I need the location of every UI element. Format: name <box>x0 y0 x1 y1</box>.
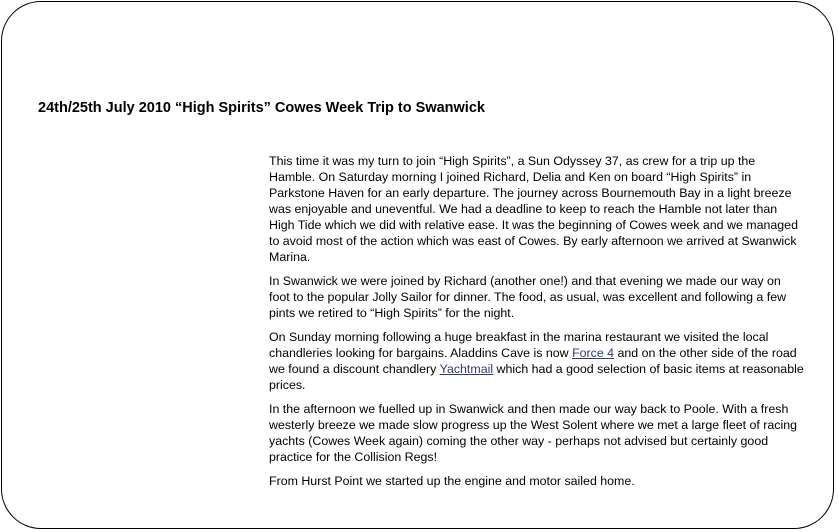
paragraph-4: In the afternoon we fuelled up in Swanwick and then made our way back to Poole. With a fresh westerly breeze we made slow progress up the West Solent where we met a large fleet of racing yachts (Cowes Week again) coming the other way - perhaps not advised but certainly good practice for the Collision Regs! <box>269 402 798 464</box>
article-body <box>269 153 804 497</box>
paragraph-3-text-1: On Sunday morning following a huge breakfast in the marina restaurant we visited the local chandleries looking for bargains. Aladdins Cave is now <box>269 330 769 360</box>
paragraph-5: From Hurst Point we started up the engine and motor sailed home. <box>269 474 635 488</box>
paragraph-3-text-2: and on the other side of the road we found a discount chandlery <box>269 346 797 376</box>
force-4-link[interactable]: Force 4 <box>572 346 615 360</box>
page-title: 24th/25th July 2010 “High Spirits” Cowes Week Trip to Swanwick <box>38 100 485 116</box>
yachtmail-link[interactable]: Yachtmail <box>439 362 494 376</box>
paragraph-1: This time it was my turn to join “High Spirits”, a Sun Odyssey 37, as crew for a trip up the Hamble. On Saturday morning I joined Richard, Delia and Ken on board “High Spirits” in Parkstone Haven for an early departure. The journey across Bournemouth Bay in a light breeze was enjoyable and uneventful. We had a deadline to keep to reach the Hamble not later than High Tide which we did with relative ease. It was the beginning of Cowes week and we managed to avoid most of the action which was east of Cowes. By early afternoon we arrived at Swanwick Marina. <box>269 154 798 264</box>
paragraph-3 <box>269 329 804 393</box>
paragraph-3-text-3: which had a good selection of basic items at reasonable prices. <box>269 362 804 392</box>
paragraph-2: In Swanwick we were joined by Richard (another one!) and that evening we made our way on foot to the popular Jolly Sailor for dinner. The food, as usual, was excellent and following a few pints we retired to “High Spirits” for the night. <box>269 274 787 320</box>
